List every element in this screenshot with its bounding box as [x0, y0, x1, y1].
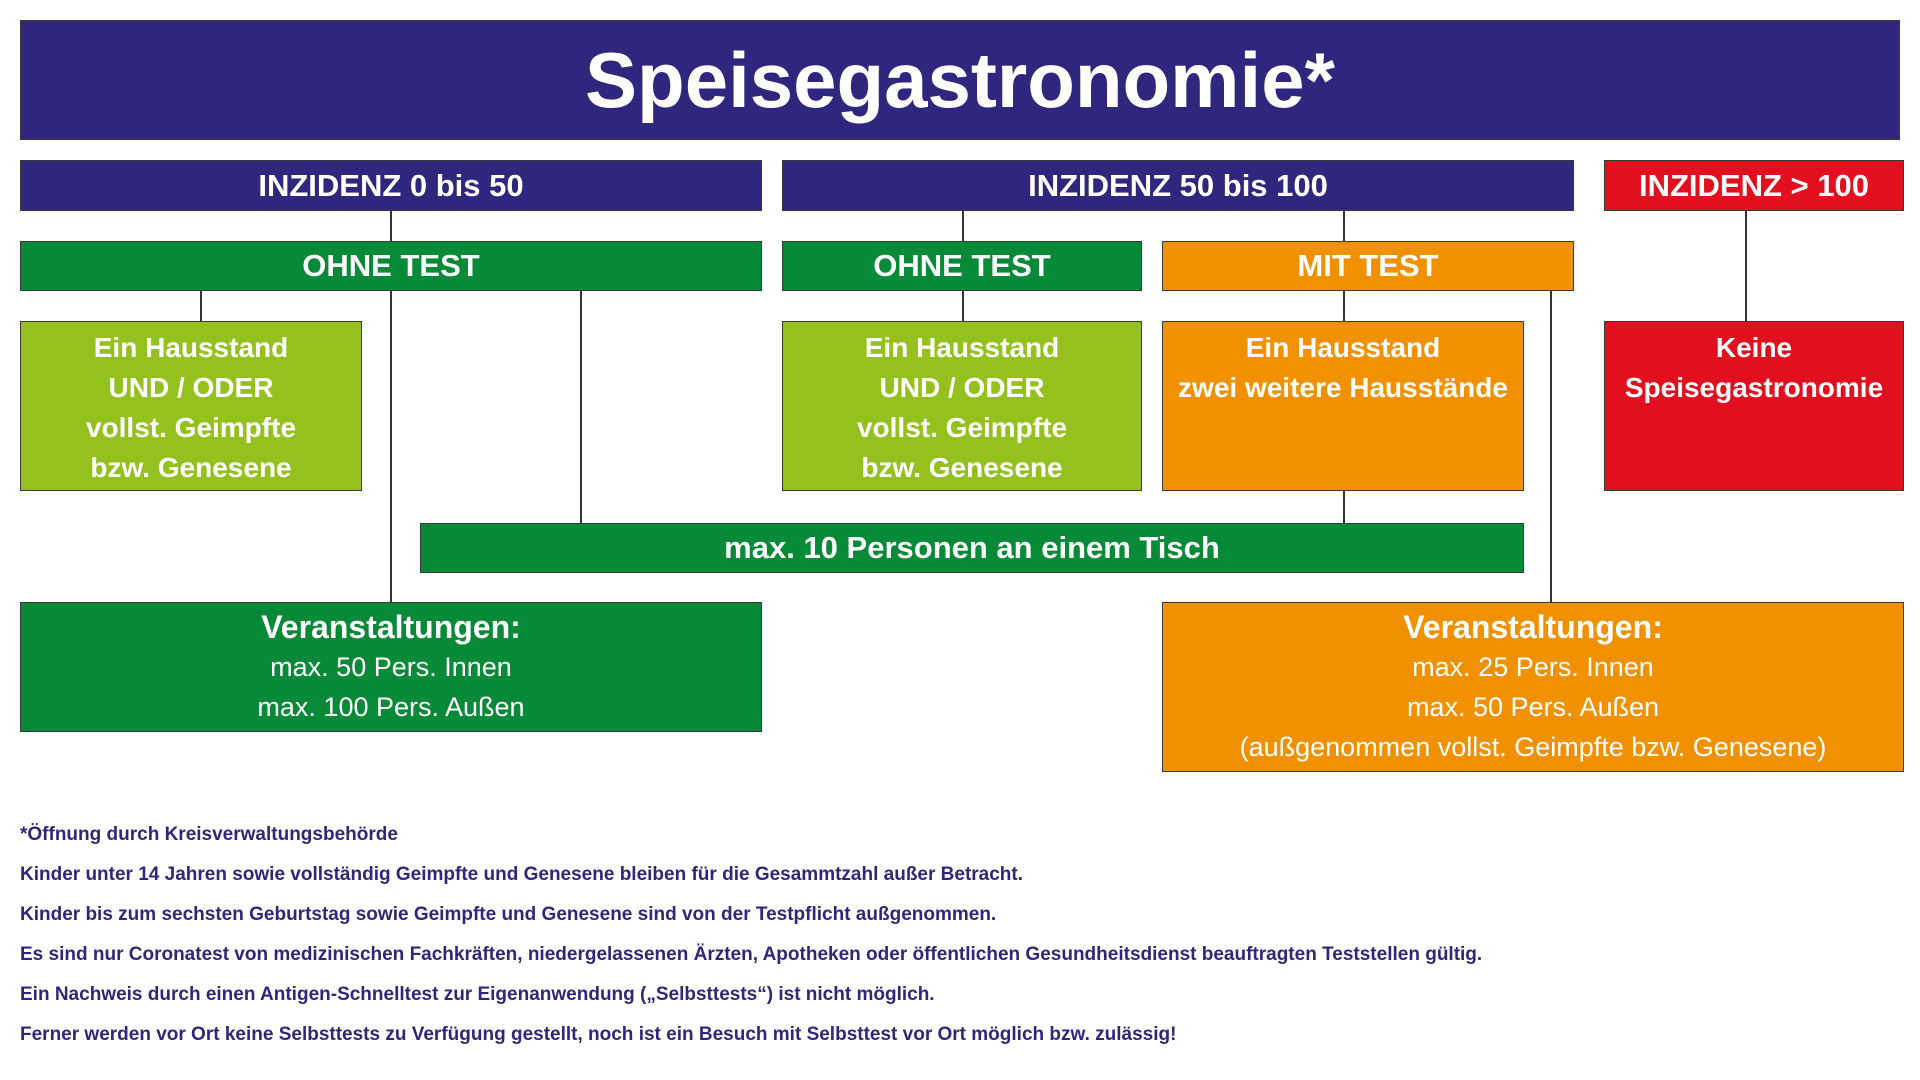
header-inzidenz-0-50 [20, 160, 762, 211]
header-inzidenz-gt-100-label: INZIDENZ > 100 [1639, 167, 1869, 203]
keine-speisegastronomie-box [1604, 321, 1904, 491]
header-inzidenz-50-100 [782, 160, 1574, 211]
ohne-test-0-50-label: OHNE TEST [302, 248, 480, 283]
footnotes [20, 815, 1900, 1055]
ohne-test-50-100 [782, 241, 1142, 291]
household-box-50-100-ohne [782, 321, 1142, 491]
connector-line [390, 211, 392, 241]
footnote-opening: *Öffnung durch Kreisverwaltungsbehörde [20, 824, 398, 845]
connector-line [390, 291, 392, 602]
max-table-label: max. 10 Personen an einem Tisch [724, 530, 1220, 565]
household-line: Ein Hausstand [93, 332, 289, 363]
household-box-50-100-mit [1162, 321, 1524, 491]
household-box-0-50 [20, 321, 362, 491]
events-box-0-50 [20, 602, 762, 732]
household-line: vollst. Geimpfte [856, 412, 1068, 443]
household-line: vollst. Geimpfte [85, 412, 297, 443]
events-line: (außgenommen vollst. Geimpfte bzw. Genesene) [1239, 732, 1827, 762]
household-line: zwei weitere Hausstände [1178, 372, 1508, 403]
mit-test-50-100 [1162, 241, 1574, 291]
header-inzidenz-50-100-label: INZIDENZ 50 bis 100 [1028, 167, 1328, 203]
page-title [20, 20, 1900, 140]
events-line: max. 50 Pers. Innen [270, 652, 512, 682]
events-line: max. 100 Pers. Außen [257, 692, 525, 722]
connector-line [1343, 291, 1345, 321]
footnote-valid-tests: Es sind nur Coronatest von medizinischen Fachkräften, niedergelassenen Ärzten, Apotheken oder öffentlichen Gesundheitsdienst beauftragten Teststellen gültig. [20, 944, 1483, 965]
household-line: Ein Hausstand [864, 332, 1060, 363]
header-inzidenz-0-50-label: INZIDENZ 0 bis 50 [258, 167, 524, 203]
household-line: UND / ODER [108, 372, 274, 403]
header-inzidenz-gt-100 [1604, 160, 1904, 211]
footnote-test-exemption: Kinder bis zum sechsten Geburtstag sowie Geimpfte und Genesene sind von der Testpflicht außgenommen. [20, 904, 997, 925]
connector-line [1550, 291, 1552, 602]
keine-line: Speisegastronomie [1624, 372, 1884, 403]
household-line: Ein Hausstand [1245, 332, 1441, 363]
mit-test-50-100-label: MIT TEST [1297, 248, 1439, 283]
household-line: bzw. Genesene [861, 452, 1063, 483]
household-line: bzw. Genesene [90, 452, 292, 483]
ohne-test-0-50 [20, 241, 762, 291]
events-title: Veranstaltungen: [1403, 609, 1663, 645]
household-line: UND / ODER [879, 372, 1045, 403]
connector-line [1343, 491, 1345, 523]
connector-line [962, 211, 964, 241]
events-box-50-100 [1162, 602, 1904, 772]
ohne-test-50-100-label: OHNE TEST [873, 248, 1051, 283]
page-title-text: Speisegastronomie* [585, 35, 1335, 124]
connector-line [580, 291, 582, 523]
connector-line [1343, 211, 1345, 241]
events-line: max. 50 Pers. Außen [1406, 692, 1660, 722]
events-line: max. 25 Pers. Innen [1412, 652, 1654, 682]
connector-line [1745, 211, 1747, 321]
connector-line [200, 291, 202, 321]
keine-line: Keine [1715, 332, 1793, 363]
footnote-children-count: Kinder unter 14 Jahren sowie vollständig Geimpfte und Genesene bleiben für die Gesammtzahl außer Betracht. [20, 864, 1024, 885]
footnote-no-self-tests: Ferner werden vor Ort keine Selbsttests zu Verfügung gestellt, noch ist ein Besuch mit Selbsttest vor Ort möglich bzw. zulässig! [20, 1024, 1177, 1045]
events-title: Veranstaltungen: [261, 609, 521, 645]
max-table-bar [420, 523, 1524, 573]
footnote-self-test: Ein Nachweis durch einen Antigen-Schnelltest zur Eigenanwendung („Selbsttests“) ist nicht möglich. [20, 984, 935, 1005]
connector-line [962, 291, 964, 321]
